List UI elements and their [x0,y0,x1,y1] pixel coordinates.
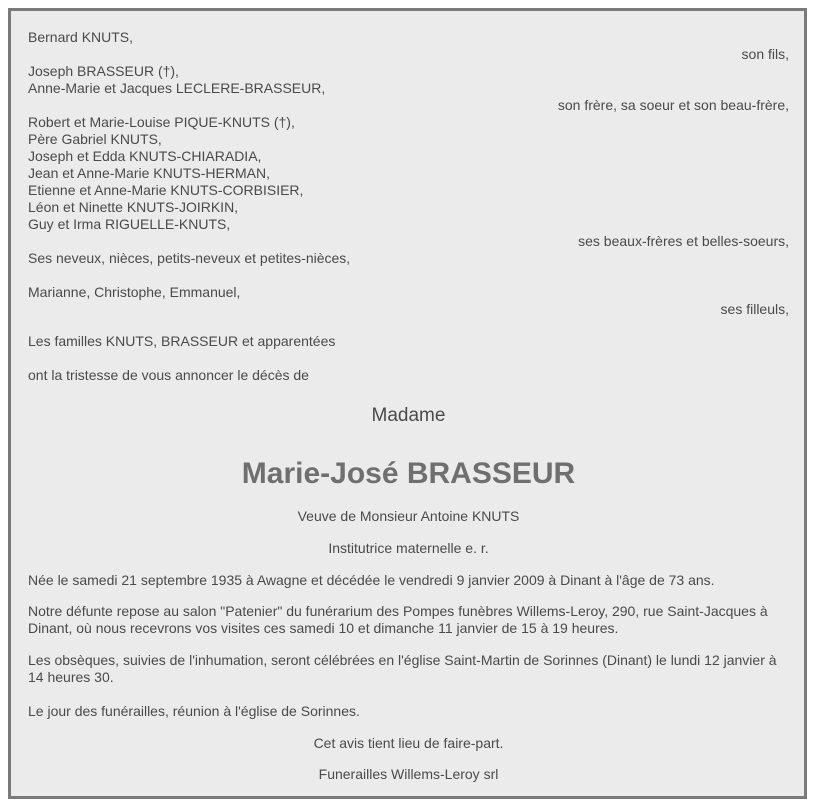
undertaker-name: Funerailles Willems-Leroy srl [318,766,499,782]
family-line: Léon et Ninette KNUTS-JOIRKIN, [28,199,239,215]
family-line: Etienne et Anne-Marie KNUTS-CORBISIER, [28,182,304,198]
family-line: Joseph BRASSEUR (†), [28,63,179,79]
honorific: Madame [371,405,446,426]
relation-label: son frère, sa soeur et son beau-frère, [557,97,789,113]
birth-death-paragraph: Née le samedi 21 septembre 1935 à Awagne et décédée le vendredi 9 janvier 2009 à Dinant à l'âge de 73 ans. [28,572,715,588]
family-line: Joseph et Edda KNUTS-CHIARADIA, [28,148,262,164]
announcement-line: ont la tristesse de vous annoncer le décès de [28,367,309,383]
family-line: Ses neveux, nièces, petits-neveux et petites-nièces, [28,250,351,266]
family-line: Guy et Irma RIGUELLE-KNUTS, [28,216,231,232]
obituary-notice [8,8,807,799]
notice-line: Cet avis tient lieu de faire-part. [313,735,504,751]
family-line: Marianne, Christophe, Emmanuel, [28,284,241,300]
widow-line: Veuve de Monsieur Antoine KNUTS [297,508,520,524]
family-line: Père Gabriel KNUTS, [28,131,162,147]
deceased-name: Marie-José BRASSEUR [241,457,576,490]
meeting-paragraph: Le jour des funérailles, réunion à l'église de Sorinnes. [28,703,360,719]
family-line: Anne-Marie et Jacques LECLERE-BRASSEUR, [28,80,326,96]
relation-label: ses beaux-frères et belles-soeurs, [578,233,789,249]
funeral-paragraph: Les obsèques, suivies de l'inhumation, seront célébrées en l'église Saint-Martin de Sorinnes (Dinant) le lundi 12 janvier à 14 heures 30. [28,652,777,685]
family-line: Robert et Marie-Louise PIQUE-KNUTS (†), [28,114,295,130]
visitation-paragraph: Notre défunte repose au salon "Patenier" du funérarium des Pompes funèbres Willems-Leroy, 290, rue Saint-Jacques à Dinant, où nous recevrons vos visites ces samedi 10 et dimanche 11 janvier de 15 à 19 heures. [28,603,768,636]
relation-label: son fils, [741,46,789,62]
family-line: Bernard KNUTS, [28,29,134,45]
relation-label: ses filleuls, [720,301,789,317]
family-line: Les familles KNUTS, BRASSEUR et apparentées [28,333,336,349]
family-line: Jean et Anne-Marie KNUTS-HERMAN, [28,165,270,181]
profession-line: Institutrice maternelle e. r. [328,540,489,556]
